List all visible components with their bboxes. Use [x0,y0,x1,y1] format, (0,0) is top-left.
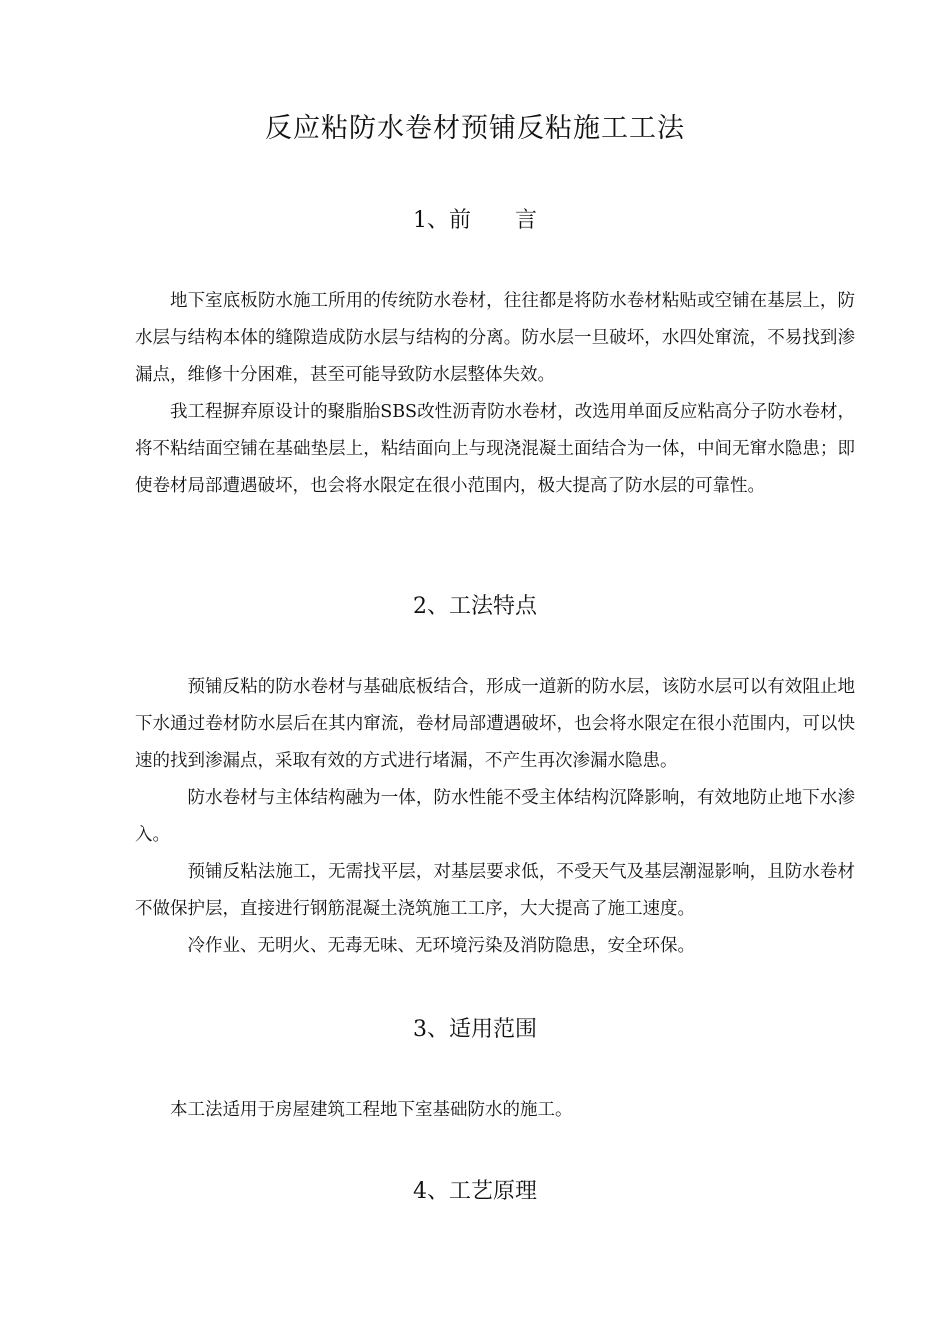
section-heading-principle: 4、工艺原理 [413,1179,537,1204]
section-body-scope [135,1092,855,1129]
paragraph: 地下室底板防水施工所用的传统防水卷材，往往都是将防水卷材粘贴或空铺在基层上，防水层与结构本体的缝隙造成防水层与结构的分离。防水层一旦破坏，水四处窜流，不易找到渗漏点，维修十分困难，甚至可能导致防水层整体失效。 [135,291,855,385]
section-body-preface [135,283,855,505]
section-heading-scope: 3、适用范围 [413,1017,537,1042]
paragraph: 冷作业、无明火、无毒无味、无环境污染及消防隐患，安全环保。 [187,936,695,956]
paragraph: 本工法适用于房屋建筑工程地下室基础防水的施工。 [170,1100,573,1120]
section-body-features [135,669,855,965]
paragraph: 预铺反粘的防水卷材与基础底板结合，形成一道新的防水层，该防水层可以有效阻止地下水通过卷材防水层后在其内窜流，卷材局部遭遇破坏，也会将水限定在很小范围内，可以快速的找到渗漏点，采取有效的方式进行堵漏，不产生再次渗漏水隐患。 [135,677,855,771]
paragraph: 预铺反粘法施工，无需找平层，对基层要求低，不受天气及基层潮湿影响，且防水卷材不做保护层，直接进行钢筋混凝土浇筑施工工序，大大提高了施工速度。 [135,862,855,919]
section-heading-preface: 1、前 言 [413,208,537,233]
paragraph: 我工程摒弃原设计的聚脂胎SBS改性沥青防水卷材，改选用单面反应粘高分子防水卷材，将不粘结面空铺在基础垫层上，粘结面向上与现浇混凝土面结合为一体，中间无窜水隐患；即使卷材局部遭遇破坏，也会将水限定在很小范围内，极大提高了防水层的可靠性。 [135,402,855,496]
paragraph: 防水卷材与主体结构融为一体，防水性能不受主体结构沉降影响，有效地防止地下水渗入。 [135,788,855,845]
section-heading-features: 2、工法特点 [413,594,537,619]
document-title: 反应粘防水卷材预铺反粘施工工法 [265,113,685,144]
